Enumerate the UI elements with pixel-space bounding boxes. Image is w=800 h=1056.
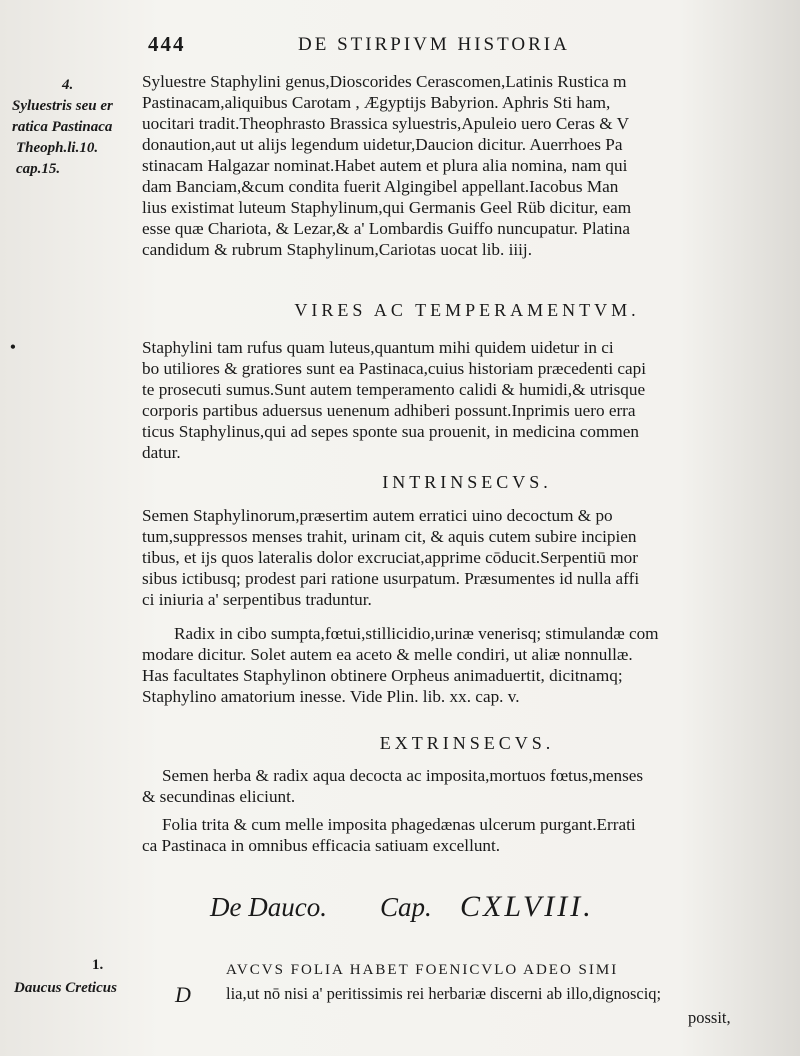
paragraph-1 [142, 71, 792, 260]
text-line: Staphylini tam rufus quam luteus,quantum mihi quidem uidetur in ci [142, 338, 614, 357]
text-line: candidum & rubrum Staphylinum,Cariotas uocat lib. iiij. [142, 240, 533, 259]
text-line: AVCVS FOLIA HABET FOENICVLO ADEO SIMI [226, 962, 619, 978]
text-line: Semen Staphylinorum,præsertim autem erratici uino decoctum & po [142, 506, 613, 525]
margin-note-number: 4. [62, 77, 74, 93]
paragraph-2 [142, 337, 792, 463]
paragraph-4 [142, 623, 792, 707]
text-line: dam Banciam,&cum condita fuerit Algingibel appellant.Iacobus Man [142, 177, 619, 196]
paragraph-3 [142, 505, 792, 610]
text-line: ci iniuria a' serpentibus traduntur. [142, 590, 372, 609]
text-line: esse quæ Chariota, & Lezar,& a' Lombardis Guiffo nuncupatur. Platina [142, 219, 630, 238]
text-line: ca Pastinaca in omnibus efficacia satiuam excellunt. [142, 836, 501, 855]
text-line: stinacam Halgazar nominat.Habet autem et plura alia nomina, nam qui [142, 156, 628, 175]
text-line: corporis partibus aduersus uenenum adhiberi possunt.Inprimis uero erra [142, 401, 636, 420]
text-line: donaution,aut ut alijs legendum uidetur,Daucion dicitur. Auerrhoes Pa [142, 135, 623, 154]
text-line: ticus Staphylinus,qui ad sepes sponte sua prouenit, in medicina commen [142, 422, 639, 441]
margin-note-line: Daucus Creticus [14, 980, 117, 996]
text-line: lia,ut nō nisi a' peritissimis rei herbariæ discerni ab illo,dignosciq; [226, 984, 662, 1003]
section-heading-vires: VIRES AC TEMPERAMENTVM. [294, 300, 640, 320]
paragraph-6 [142, 814, 792, 856]
text-line: Has facultates Staphylinon obtinere Orpheus animaduertit, dicitnamq; [142, 666, 623, 685]
margin-note-number: 1. [92, 957, 104, 973]
chapter-label: Cap. [380, 892, 432, 922]
text-line: tum,suppressos menses trahit, urinam cit, & aquis cutem subire incipien [142, 527, 637, 546]
margin-mark: • [10, 339, 16, 356]
margin-note-line: Theoph.li.10. [16, 140, 99, 156]
text-line: Radix in cibo sumpta,fœtui,stillicidio,urinæ venerisq; stimulandæ com [174, 624, 659, 643]
margin-note-line: Syluestris seu er [12, 98, 113, 114]
section-heading-intrinsecus: INTRINSECVS. [382, 472, 552, 492]
text-line: Semen herba & radix aqua decocta ac imposita,mortuos fœtus,menses [162, 766, 644, 785]
text-line: uocitari tradit.Theophrasto Brassica syluestris,Apuleio uero Ceras & V [142, 114, 630, 133]
chapter-number: CXLVIII. [460, 890, 594, 923]
text-line: Pastinacam,aliquibus Carotam , Ægyptijs Babyrion. Aphris Sti ham, [142, 93, 611, 112]
text-line: possit, [688, 1008, 731, 1027]
text-line: tibus, et ijs quos lateralis dolor excruciat,apprime cōducit.Serpentiū mor [142, 548, 638, 567]
text-line: te prosecuti sumus.Sunt autem temperamento calidi & humidi,& utrisque [142, 380, 646, 399]
text-line: bo utiliores & gratiores sunt ea Pastinaca,cuius historiam præcedenti capi [142, 359, 647, 378]
margin-note-line: cap.15. [16, 161, 61, 177]
text-line: lius existimat luteum Staphylinum,qui Germanis Geel Rüb dicitur, eam [142, 198, 632, 217]
running-title: DE STIRPIVM HISTORIA [298, 34, 570, 55]
margin-note-line: ratica Pastinaca [12, 119, 113, 135]
text-line: & secundinas eliciunt. [142, 787, 296, 806]
section-heading-extrinsecus: EXTRINSECVS. [379, 733, 555, 753]
margin-note-syluestris [12, 75, 142, 180]
text-line: Syluestre Staphylini genus,Dioscorides Cerascomen,Latinis Rustica m [142, 72, 627, 91]
page-number: 444 [148, 32, 186, 56]
chapter-opening [226, 958, 786, 1030]
text-line: Folia trita & cum melle imposita phagedænas ulcerum purgant.Errati [162, 815, 636, 834]
drop-capital: D [175, 982, 191, 1007]
chapter-title: De Dauco. [210, 892, 327, 922]
text-line: modare dicitur. Solet autem ea aceto & melle condiri, ut aliæ nonnullæ. [142, 645, 633, 664]
paragraph-5 [142, 765, 792, 807]
text-line: sibus ictibusq; prodest pari ratione usurpatum. Præsumentes id nulla affi [142, 569, 640, 588]
margin-note-daucus [14, 955, 144, 999]
text-line: datur. [142, 443, 181, 462]
text-line: Staphylino amatorium inesse. Vide Plin. lib. xx. cap. v. [142, 687, 520, 706]
